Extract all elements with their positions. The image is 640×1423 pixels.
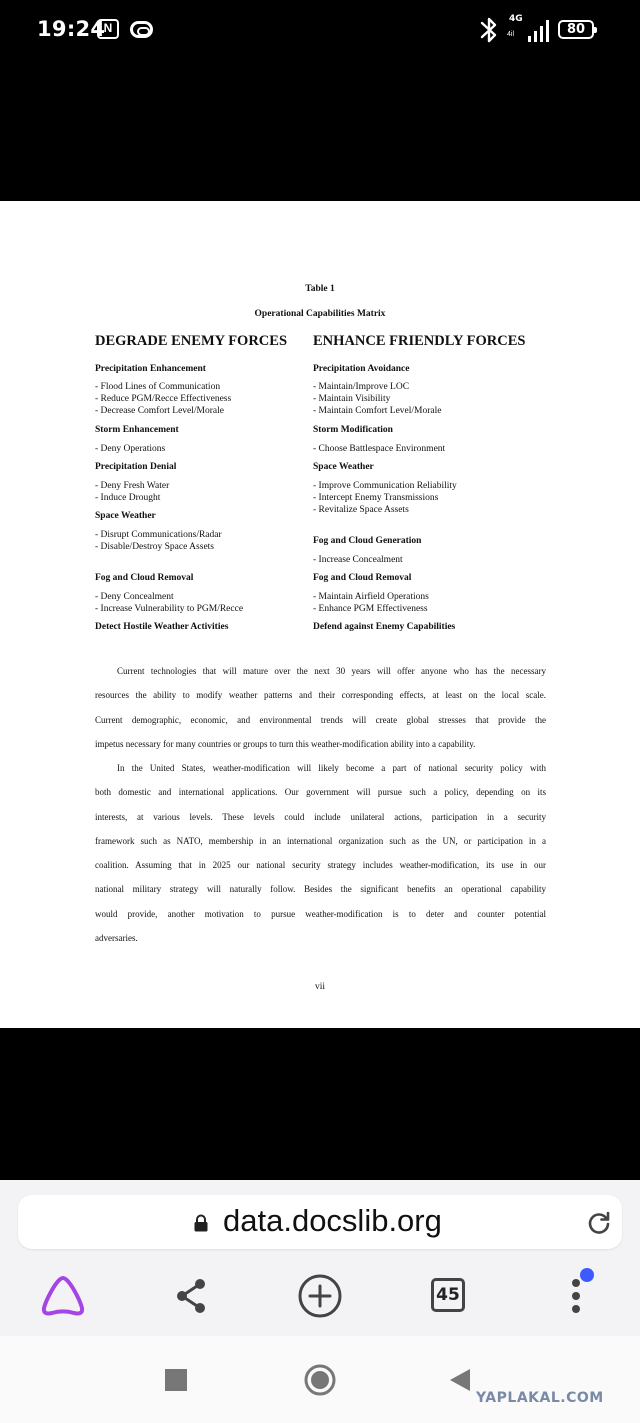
list-item: - Disable/Destroy Space Assets (95, 542, 214, 552)
list-item: - Deny Fresh Water (95, 481, 170, 491)
list-item: - Revitalize Space Assets (313, 505, 409, 515)
text-line: coalition. Assuming that in 2025 our national security strategy includes weather-modification, its use in our (95, 860, 546, 871)
new-tab-plus-icon[interactable] (290, 1258, 350, 1336)
nfc-icon: N (97, 19, 119, 39)
right-section-items (313, 480, 457, 516)
right-section-title: Fog and Cloud Removal (313, 573, 412, 583)
left-section-title: Precipitation Denial (95, 462, 177, 472)
left-section-items (95, 381, 231, 417)
left-section-items (95, 443, 165, 455)
text-line: would provide, another motivation to pursue weather-modification is to deter and counter potential (95, 908, 546, 919)
left-section-title: Storm Enhancement (95, 425, 179, 435)
menu-dots-icon[interactable] (546, 1258, 606, 1336)
lock-icon (193, 1214, 209, 1232)
text-line: both domestic and international applications. Our government will pursue such a policy, depending on its (95, 787, 546, 798)
list-item: - Increase Vulnerability to PGM/Recce (95, 604, 244, 614)
list-item: - Deny Operations (95, 444, 166, 454)
list-item: - Decrease Comfort Level/Morale (95, 406, 224, 416)
list-item: - Reduce PGM/Recce Effectiveness (95, 394, 232, 404)
tabs-count-icon[interactable] (418, 1258, 478, 1336)
right-section-title: Space Weather (313, 462, 374, 472)
right-section-title: Precipitation Avoidance (313, 364, 410, 374)
right-section-items (313, 443, 445, 455)
recent-apps-square-icon[interactable] (160, 1364, 192, 1396)
network-type: 4G (509, 14, 523, 24)
text-line: impetus necessary for many countries or groups to turn this weather-modification ability into a capability. (95, 738, 476, 749)
home-circle-icon[interactable] (302, 1362, 338, 1398)
watermark: YAPLAKAL.COM (476, 1390, 604, 1406)
right-section-title: Fog and Cloud Generation (313, 536, 422, 546)
network-activity: 4il (507, 31, 515, 38)
list-item: - Induce Drought (95, 493, 161, 503)
text-line: national military strategy will naturally follow. Besides the significant benefits an operational capability (95, 884, 546, 895)
right-section-items (313, 554, 403, 566)
text-line: resources the ability to modify weather patterns and their corresponding effects, at least on the local scale. (95, 690, 546, 701)
battery-icon: 80 (558, 20, 594, 39)
reload-icon[interactable] (585, 1209, 613, 1237)
right-section-title: Storm Modification (313, 425, 393, 435)
notification-dot (580, 1268, 594, 1282)
left-column-heading: DEGRADE ENEMY FORCES (95, 333, 288, 349)
list-item: - Maintain Airfield Operations (313, 592, 429, 602)
right-section-items (313, 591, 429, 615)
list-item: - Maintain Visibility (313, 394, 391, 404)
bluetooth-icon (478, 14, 500, 46)
table-label: Table 1 (305, 284, 335, 294)
table-title: Operational Capabilities Matrix (254, 309, 386, 319)
left-section-items (95, 591, 243, 615)
signal-icon (520, 18, 550, 42)
left-section-items (95, 480, 169, 504)
back-triangle-icon[interactable] (444, 1364, 476, 1396)
right-section-items (313, 381, 441, 417)
browser-toolbar (0, 1258, 640, 1336)
address-bar[interactable] (18, 1195, 622, 1249)
status-time: 19:24 (37, 17, 106, 41)
list-item: - Deny Concealment (95, 592, 174, 602)
document-page (0, 201, 640, 1028)
body-paragraph (95, 756, 546, 950)
list-item: - Maintain Comfort Level/Morale (313, 406, 442, 416)
text-line: Current technologies that will mature over the next 30 years will offer anyone who has the necessary (117, 666, 546, 676)
list-item: - Disrupt Communications/Radar (95, 530, 222, 540)
cast-icon (130, 21, 153, 38)
list-item: - Choose Battlespace Environment (313, 444, 446, 454)
text-line: interests, at various levels. These levels could include unilateral actions, participation in a security (95, 811, 546, 822)
list-item: - Increase Concealment (313, 555, 403, 565)
body-paragraph (95, 659, 546, 756)
browser-chrome (0, 1180, 640, 1423)
system-nav-bar (0, 1336, 640, 1423)
text-line: In the United States, weather-modification will likely become a part of national security policy with (117, 763, 546, 773)
status-bar (0, 0, 640, 50)
left-section-title: Detect Hostile Weather Activities (95, 622, 229, 632)
tab-count: 45 (431, 1278, 465, 1312)
share-icon[interactable] (160, 1258, 220, 1336)
left-section-title: Space Weather (95, 511, 156, 521)
text-line: framework such as NATO, membership in an international organization such as the UN, or participation in a (95, 835, 546, 846)
alice-assistant-icon[interactable] (33, 1258, 93, 1336)
url-text[interactable]: data.docslib.org (223, 1203, 442, 1238)
list-item: - Enhance PGM Effectiveness (313, 604, 428, 614)
list-item: - Maintain/Improve LOC (313, 382, 410, 392)
left-section-title: Fog and Cloud Removal (95, 573, 194, 583)
page-number: vii (314, 982, 326, 992)
right-column-heading: ENHANCE FRIENDLY FORCES (313, 333, 526, 349)
right-section-title: Defend against Enemy Capabilities (313, 622, 456, 632)
left-section-items (95, 529, 222, 553)
text-line: Current demographic, economic, and environmental trends will create global stresses that provide the (95, 714, 546, 725)
left-section-title: Precipitation Enhancement (95, 364, 206, 374)
list-item: - Flood Lines of Communication (95, 382, 221, 392)
list-item: - Intercept Enemy Transmissions (313, 493, 439, 503)
text-line: adversaries. (95, 933, 138, 944)
list-item: - Improve Communication Reliability (313, 481, 457, 491)
